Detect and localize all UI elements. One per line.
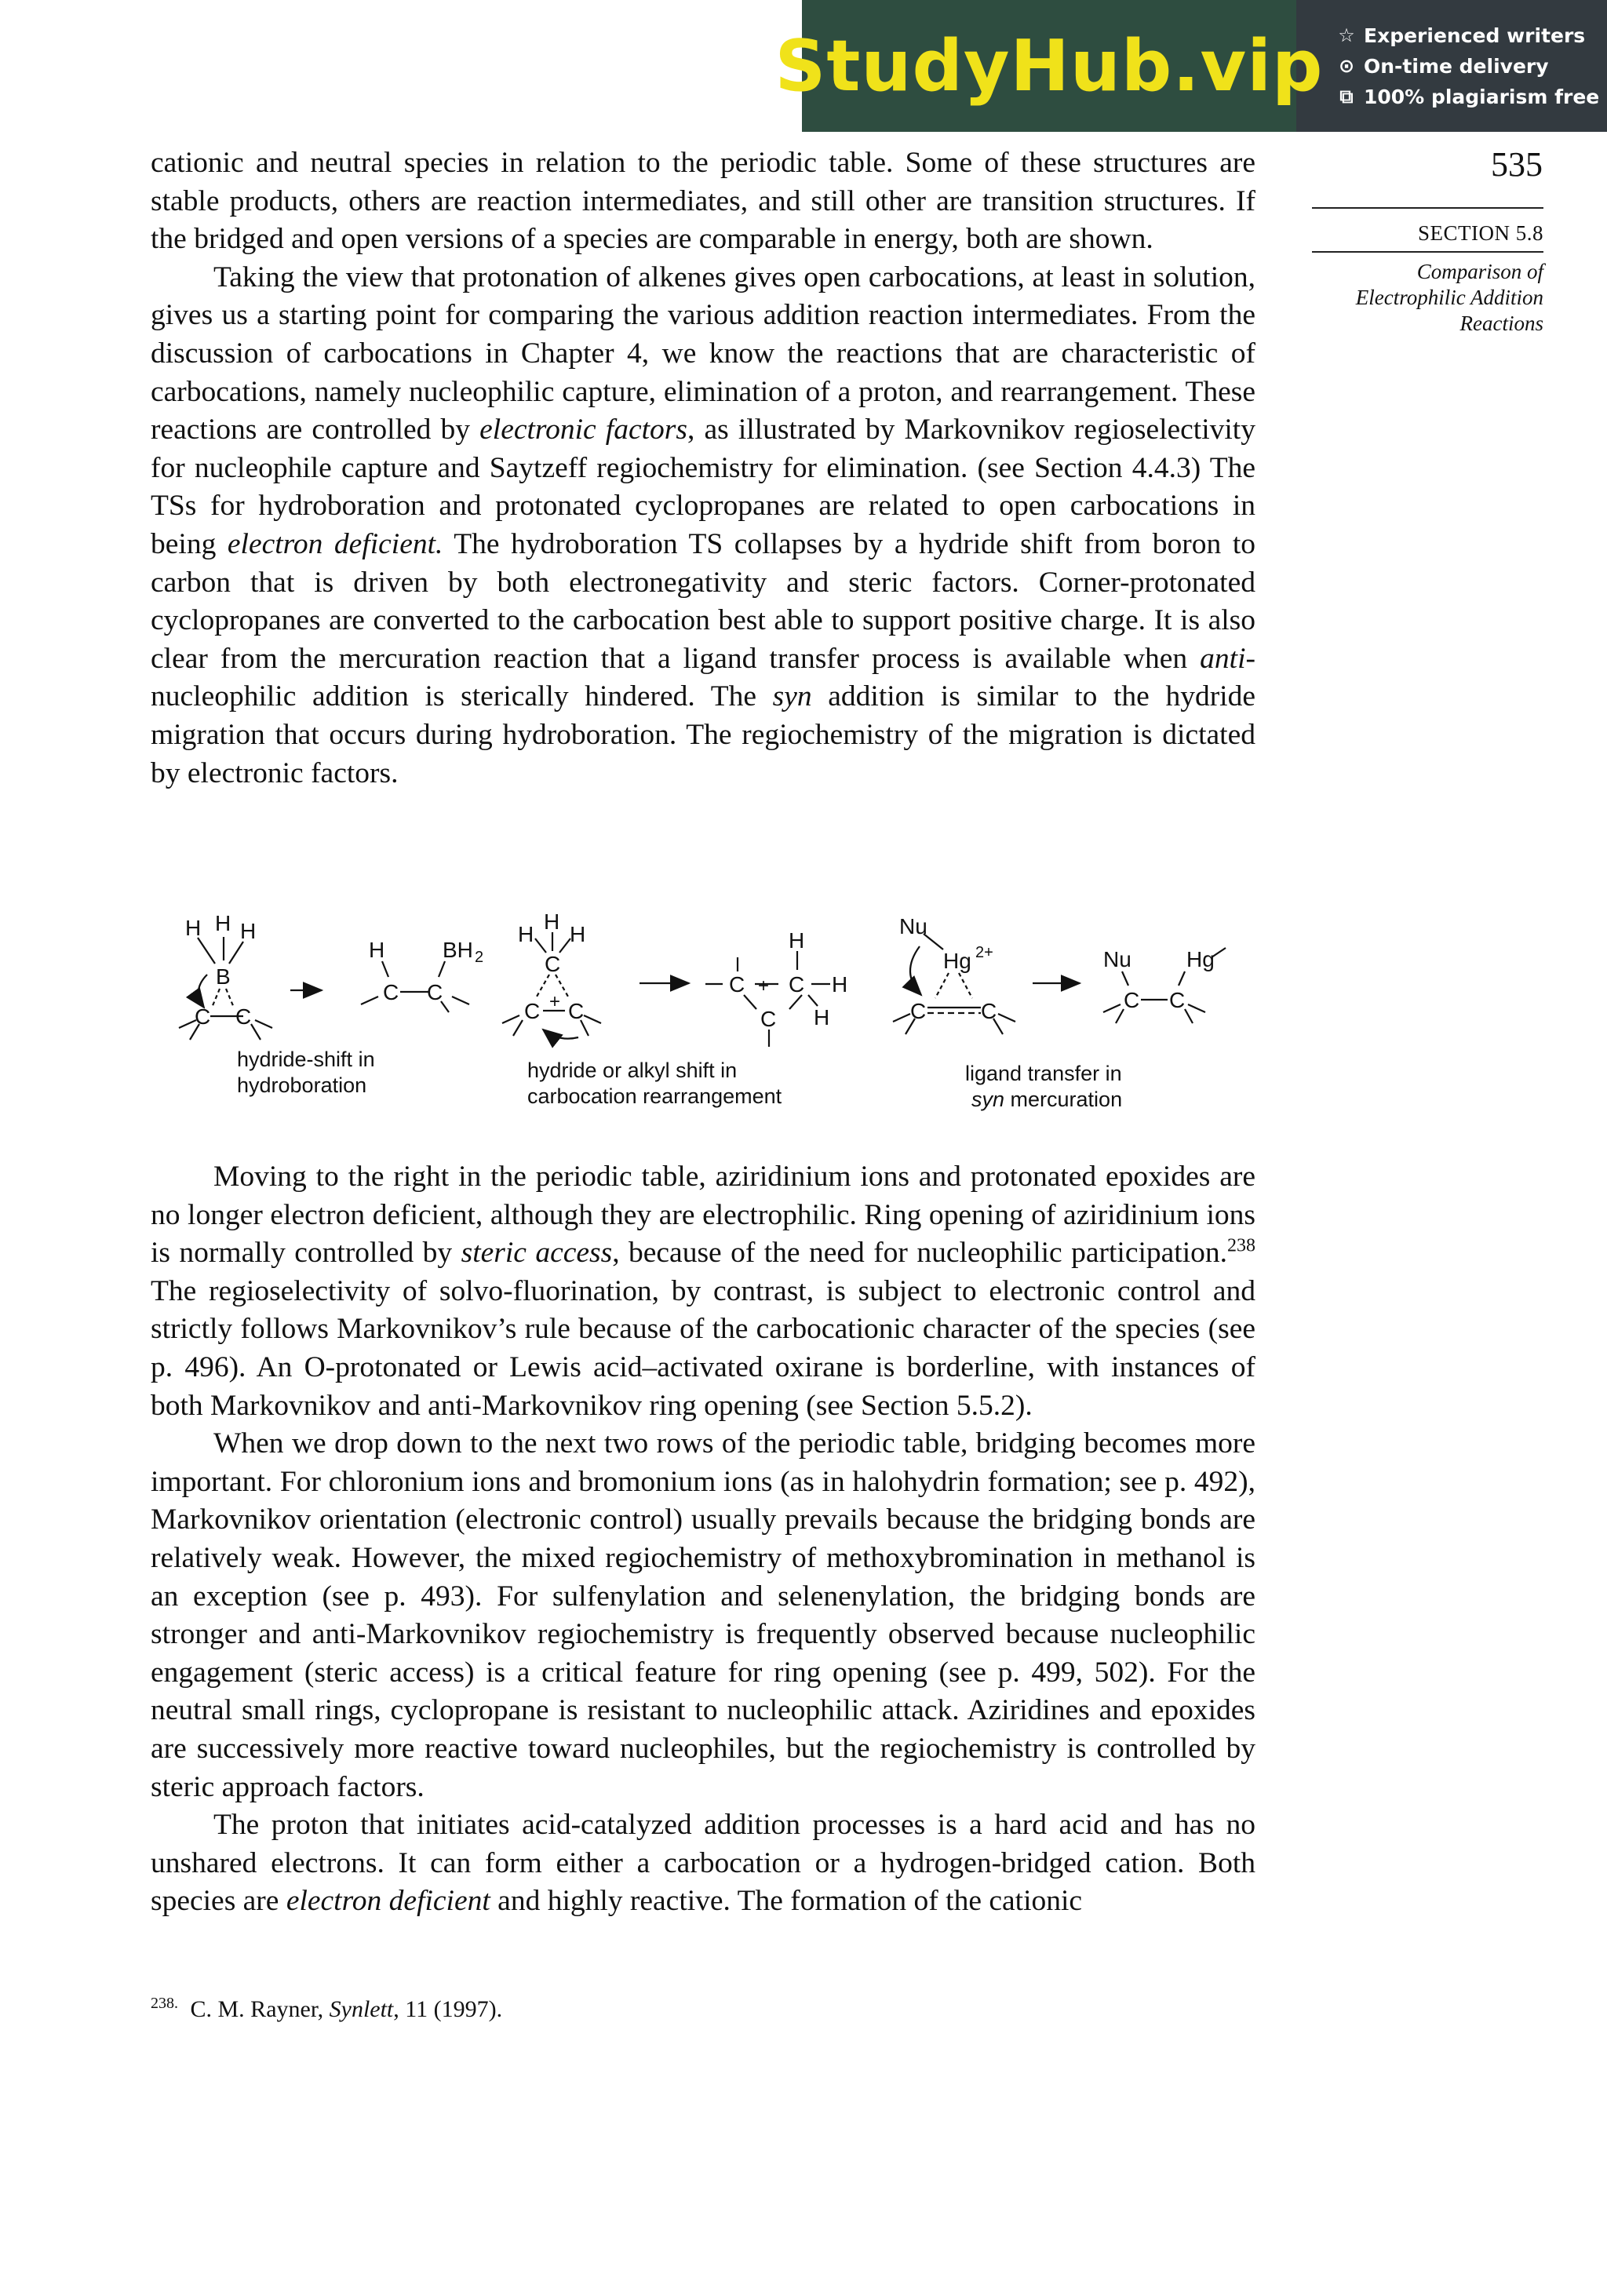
- atom-label: H: [832, 972, 848, 997]
- charge-label: 2+: [975, 944, 993, 961]
- body-text-upper: [151, 144, 1255, 793]
- figure-caption-hydroboration: hydride-shift in hydroboration: [237, 1048, 375, 1097]
- charge-label: +: [758, 975, 770, 997]
- atom-label: Nu: [1103, 947, 1131, 971]
- star-outline-icon: ☆: [1338, 24, 1355, 46]
- footnote-number: 238.: [151, 1995, 178, 2012]
- banner-feature: [1337, 86, 1607, 108]
- atom-label: H: [518, 922, 534, 946]
- body-text-lower: [151, 1158, 1255, 1921]
- atom-label: H: [544, 909, 560, 934]
- paragraph: Taking the view that protonation of alkenes gives open carbocations, at least in solution, gives us a starting point for comparing the various addition reaction intermediates. From the discussion of carbocations in Chapter 4, we know the reactions that are characteristic of carbocations, namely nucleophilic capture, elimination of a proton, and rearrangement. These reactions are controlled by electronic factors, as illustrated by Markovnikov regioselectivity for nucleophile capture and Saytzeff regiochemistry for elimination. (see Section 4.4.3) The TSs for hydroboration and protonated cyclopropanes are related to open carbocations in being electron deficient. The hydroboration TS collapses by a hydride shift from boron to carbon that is driven by both electronegativity and steric factors. Corner-protonated cyclopropanes are converted to the carbocation best able to support positive charge. It is also clear from the mercuration reaction that a ligand transfer process is available when anti-nucleophilic addition is sterically hindered. The syn addition is similar to the hydride migration that occurs during hydroboration. The regiochemistry of the migration is dictated by electronic factors.: [151, 261, 1255, 789]
- atom-label: Nu: [899, 914, 927, 938]
- atom-label: C: [910, 999, 927, 1023]
- section-title-line: Reactions: [1459, 312, 1543, 335]
- copy-icon: ⧉: [1339, 86, 1354, 108]
- paragraph: Moving to the right in the periodic table, aziridinium ions and protonated epoxides are no longer electron deficient, although they are electrophilic. Ring opening of aziridinium ions is normally controlled by steric access, because of the need for nucleophilic participation.$^{238}$ The regioselectivity of solvo-fluorination, by contrast, is subject to electronic control and strictly follows Markovnikov’s rule because of the carbocationic character of the species (see p. 496). An O-protonated or Lewis acid–activated oxirane is borderline, with instances of both Markovnikov and anti-Markovnikov ring opening (see Section 5.5.2).: [151, 1161, 1256, 1422]
- atom-label: C: [1169, 988, 1186, 1012]
- atom-label: C: [195, 1004, 211, 1029]
- atom-label: C: [524, 999, 541, 1023]
- banner-feature-text: 100% plagiarism free: [1364, 85, 1600, 108]
- paragraph: The proton that initiates acid-catalyzed addition processes is a hard acid and has no unshared electrons. It can form either a carbocation or a hydrogen-bridged cation. Both species are electron deficient and highly reactive. The formation of the cationic: [151, 1809, 1255, 1918]
- atom-label: BH: [443, 938, 473, 962]
- atom-subscript: 2: [475, 949, 484, 966]
- atom-label: H: [240, 919, 257, 943]
- section-title: [1312, 259, 1543, 337]
- banner-feature-text: Experienced writers: [1364, 24, 1586, 47]
- atom-label: C: [789, 972, 805, 997]
- atom-label: C: [383, 980, 399, 1004]
- atom-label: C: [235, 1004, 252, 1029]
- paragraph: cationic and neutral species in relation to the periodic table. Some of these structures are stable products, others are reaction intermediates, and still other are transition structures. If the bridged and open versions of a species are comparable in energy, both are shown.: [151, 147, 1255, 256]
- atom-label: H: [570, 922, 586, 946]
- banner-feature: [1337, 24, 1607, 47]
- atom-label: B: [216, 964, 231, 989]
- atom-label: H: [185, 916, 202, 940]
- margin-divider: [1312, 207, 1543, 209]
- footnote: $^{238.}$ C. M. Rayner, Synlett, 11 (1997).: [151, 1995, 503, 2022]
- atom-label: H: [789, 928, 805, 953]
- atom-label: C: [981, 999, 997, 1023]
- figure-caption-carbocation: hydride or alkyl shift in carbocation rearrangement: [527, 1059, 782, 1108]
- rearranged-cation: [705, 951, 830, 1047]
- atom-label: H: [814, 1005, 830, 1030]
- atom-label: C: [568, 999, 585, 1023]
- hydroboration-product: [361, 961, 469, 1012]
- figure-caption-mercuration: ligand transfer in syn mercuration: [965, 1062, 1123, 1111]
- atom-label: C: [1124, 988, 1140, 1012]
- clock-icon: ⊙: [1338, 55, 1355, 77]
- margin-divider: [1312, 251, 1543, 253]
- atom-label: C: [760, 1007, 777, 1031]
- section-title-line: Comparison of: [1416, 260, 1543, 283]
- atom-label: C: [729, 972, 745, 997]
- banner-feature-list: [1296, 0, 1607, 132]
- banner-feature-text: On-time delivery: [1364, 54, 1549, 78]
- protonated-cyclopropane: [502, 932, 601, 1039]
- paragraph: When we drop down to the next two rows of the periodic table, bridging becomes more important. For chloronium ions and bromonium ions (as in halohydrin formation; see p. 492), Markovnikov orientation (electronic control) usually prevails because the bridging bonds are relatively weak. However, the mixed regiochemistry of methoxybromination in methanol is an exception (see p. 493). For sulfenylation and selenenylation, the bridging bonds are stronger and anti-Markovnikov regiochemistry is frequently observed because nucleophilic engagement (steric access) is a critical feature for ring opening (see p. 499, 502). For the neutral small rings, cyclopropane is resistant to nucleophilic attack. Aziridines and epoxides are successively more reactive toward nucleophiles, but the regiochemistry is controlled by steric approach factors.: [151, 1427, 1255, 1803]
- atom-label: Hg: [943, 949, 971, 973]
- banner-feature: [1337, 55, 1607, 78]
- reaction-scheme-figure: [151, 902, 1255, 1122]
- atom-label: H: [215, 911, 231, 935]
- section-label: SECTION 5.8: [1418, 221, 1543, 245]
- ad-banner[interactable]: [774, 0, 1607, 132]
- banner-logo[interactable]: StudyHub.vip: [802, 0, 1296, 132]
- atom-label: C: [545, 952, 561, 976]
- atom-label: Hg: [1186, 947, 1215, 971]
- atom-label: C: [427, 980, 443, 1004]
- section-title-line: Electrophilic Addition: [1355, 286, 1543, 309]
- page-number: 535: [1491, 145, 1543, 184]
- atom-label: H: [369, 938, 385, 962]
- charge-label: +: [549, 991, 561, 1012]
